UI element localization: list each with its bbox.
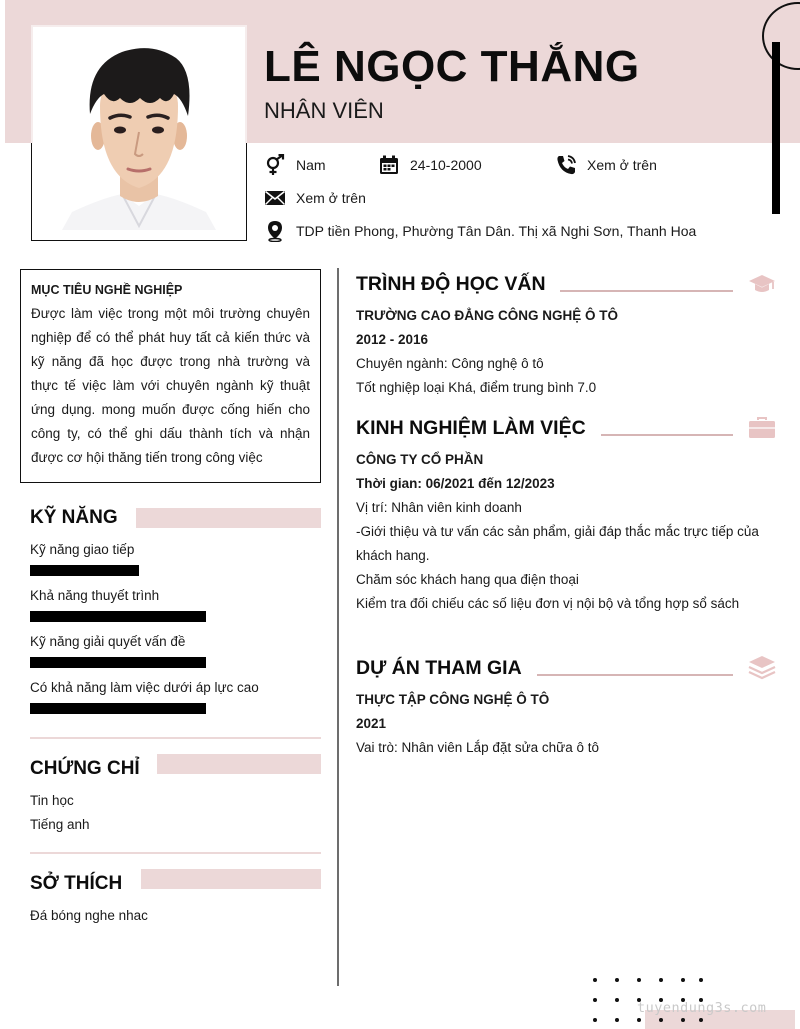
education-years: 2012 - 2016	[356, 332, 429, 347]
skill-level-bar	[30, 611, 206, 622]
graduation-cap-icon	[748, 271, 776, 297]
skills-title: KỸ NĂNG	[30, 507, 118, 528]
email-text: Xem ở trên	[296, 190, 366, 206]
education-result: Tốt nghiệp loại Khá, điểm trung bình 7.0	[356, 380, 597, 395]
school-name: TRƯỜNG CAO ĐẲNG CÔNG NGHỆ Ô TÔ	[356, 308, 618, 323]
project-role: Vai trò: Nhân viên Lắp đặt sửa chữa ô tô	[356, 740, 599, 755]
project-year: 2021	[356, 716, 387, 731]
education-title: TRÌNH ĐỘ HỌC VẤN	[356, 273, 546, 295]
address-info	[264, 220, 696, 242]
column-divider	[337, 268, 339, 986]
skill-label: Kỹ năng giao tiếp	[30, 542, 135, 557]
birthday-text: 24-10-2000	[410, 157, 482, 173]
experience-line: -Giới thiệu và tư vấn các sản phẩm, giải đáp thắc mắc trực tiếp của	[356, 524, 759, 539]
objective-text: Được làm việc trong một môi trường chuyên nghiệp để có thể phát huy tất cả kiến thức và kỹ năng đã học được trong nhà trường và thực tế việc làm với chuyên ngành kỹ thuật ứng dụng. mong muốn được cống hiến cho công ty, có thể ghi dấu thành tích và nhận được cơ hội thăng tiến trong công việc	[31, 306, 310, 465]
education-title-line	[560, 290, 733, 292]
projects-title-line	[537, 674, 733, 676]
certificates-title-bar	[157, 754, 321, 774]
skill-level-bar	[30, 703, 206, 714]
projects-title: DỰ ÁN THAM GIA	[356, 657, 522, 679]
gender-text: Nam	[296, 157, 326, 173]
skill-level-bar	[30, 657, 206, 668]
job-position: NHÂN VIÊN	[264, 98, 384, 123]
decorative-bar	[772, 42, 780, 214]
experience-title: KINH NGHIỆM LÀM VIỆC	[356, 417, 586, 439]
career-objective-box	[20, 269, 321, 483]
gender-icon	[264, 154, 286, 176]
skill-label: Có khả năng làm việc dưới áp lực cao	[30, 680, 259, 695]
section-divider	[30, 852, 321, 854]
certificate-item: Tiếng anh	[30, 817, 90, 832]
project-name: THỰC TẬP CÔNG NGHỆ Ô TÔ	[356, 692, 550, 707]
section-divider	[30, 737, 321, 739]
phone-text: Xem ở trên	[587, 157, 657, 173]
experience-title-line	[601, 434, 733, 436]
full-name: LÊ NGỌC THẮNG	[264, 42, 640, 91]
experience-line: Kiểm tra đối chiếu các số liệu đơn vị nội bộ và tổng hợp sổ sách	[356, 596, 740, 611]
phone-icon	[555, 154, 577, 176]
certificates-title: CHỨNG CHỈ	[30, 758, 140, 779]
skills-title-bar	[136, 508, 321, 528]
company-name: CÔNG TY CỔ PHẦN	[356, 452, 484, 467]
hobbies-title: SỞ THÍCH	[30, 873, 123, 894]
map-pin-icon	[264, 220, 286, 242]
experience-time: Thời gian: 06/2021 đến 12/2023	[356, 476, 555, 491]
gender-info	[264, 154, 326, 176]
phone-info	[555, 154, 657, 176]
envelope-icon	[264, 187, 286, 209]
calendar-icon	[378, 154, 400, 176]
skill-level-bar	[30, 565, 139, 576]
address-text: TDP tiền Phong, Phường Tân Dân. Thị xã Nghi Sơn, Thanh Hoa	[296, 223, 697, 239]
skill-label: Khả năng thuyết trình	[30, 588, 160, 603]
birthday-info	[378, 154, 482, 176]
certificate-item: Tin học	[30, 793, 74, 808]
objective-title: MỤC TIÊU NGHỀ NGHIỆP	[31, 283, 183, 297]
hobbies-text: Đá bóng nghe nhac	[30, 908, 148, 923]
education-major: Chuyên ngành: Công nghệ ô tô	[356, 356, 544, 371]
email-info	[264, 187, 366, 209]
experience-line: Chăm sóc khách hang qua điện thoại	[356, 572, 579, 587]
briefcase-icon	[748, 415, 776, 441]
experience-line: Vị trí: Nhân viên kinh doanh	[356, 500, 522, 515]
watermark: tuyendung3s.com	[637, 1000, 767, 1016]
skill-label: Kỹ năng giải quyết vấn đề	[30, 634, 186, 649]
layers-icon	[748, 655, 776, 681]
hobbies-title-bar	[141, 869, 321, 889]
profile-photo	[42, 36, 236, 230]
experience-line: khách hang.	[356, 548, 430, 563]
